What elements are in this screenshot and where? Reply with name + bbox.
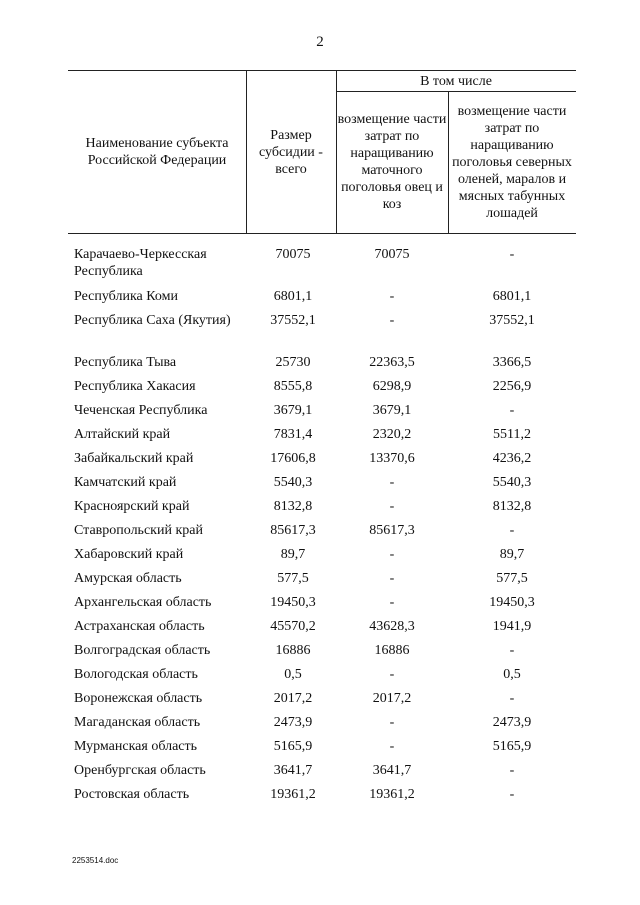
subsidy-sheep: - <box>389 547 395 562</box>
region-name: Алтайский край <box>74 427 171 442</box>
subsidy-total: 2017,2 <box>273 691 313 706</box>
subsidy-sheep: 6298,9 <box>372 379 412 394</box>
subsidy-total: 7831,4 <box>273 427 313 442</box>
subsidy-deer: - <box>509 763 515 778</box>
header-deer: возмещение части затрат по наращиванию поголовья северных оленей, маралов и мясных табунных лошадей <box>452 103 572 221</box>
table-row <box>0 426 640 450</box>
table-row <box>0 354 640 378</box>
subsidy-total: 3679,1 <box>273 403 313 418</box>
table-row <box>0 378 640 402</box>
subsidy-sheep: - <box>389 289 395 304</box>
subsidy-total: 17606,8 <box>270 451 316 466</box>
subsidy-deer: - <box>509 691 515 706</box>
subsidy-sheep: 43628,3 <box>369 619 415 634</box>
subsidy-total: 2473,9 <box>273 715 313 730</box>
table-row <box>0 618 640 642</box>
region-name: Красноярский край <box>74 499 190 514</box>
subsidy-total: 6801,1 <box>273 289 313 304</box>
subsidy-sheep: 19361,2 <box>369 787 415 802</box>
subsidy-deer: - <box>509 403 515 418</box>
subsidy-deer: 37552,1 <box>489 313 535 328</box>
subsidy-deer: - <box>509 523 515 538</box>
subsidy-sheep: - <box>389 667 395 682</box>
region-name: Мурманская область <box>74 739 198 754</box>
subsidy-total: 0,5 <box>284 667 302 682</box>
table-row <box>0 642 640 666</box>
subsidy-deer: 2256,9 <box>492 379 532 394</box>
subsidy-total: 19361,2 <box>270 787 316 802</box>
subsidy-sheep: - <box>389 715 395 730</box>
region-name: Амурская область <box>74 571 182 586</box>
table-body <box>0 246 640 810</box>
subsidy-total: 577,5 <box>277 571 309 586</box>
region-name: Архангельская область <box>74 595 212 610</box>
region-name: Оренбургская область <box>74 763 206 778</box>
region-name: Воронежская область <box>74 691 203 706</box>
subsidy-deer: 2473,9 <box>492 715 532 730</box>
region-name: Ростовская область <box>74 787 190 802</box>
subsidy-deer: 6801,1 <box>492 289 532 304</box>
subsidy-deer: 89,7 <box>499 547 525 562</box>
subsidy-sheep: 85617,3 <box>369 523 415 538</box>
table-row <box>0 498 640 522</box>
table-row <box>0 786 640 810</box>
table-row <box>0 288 640 312</box>
subsidy-deer: - <box>509 643 515 658</box>
subsidy-total: 3641,7 <box>273 763 313 778</box>
subsidy-deer: 3366,5 <box>492 355 532 370</box>
table-row <box>0 690 640 714</box>
subsidy-total: 8555,8 <box>273 379 313 394</box>
page-number: 2 <box>316 34 324 50</box>
subsidy-total: 85617,3 <box>270 523 316 538</box>
subsidy-total: 70075 <box>275 247 311 262</box>
region-name: Магаданская область <box>74 715 201 730</box>
table-header <box>68 70 576 234</box>
subsidy-sheep: - <box>389 739 395 754</box>
subsidy-deer: 577,5 <box>496 571 528 586</box>
subsidy-sheep: - <box>389 499 395 514</box>
header-sheep: возмещение части затрат по наращиванию маточного поголовья овец и коз <box>337 112 447 212</box>
subsidy-total: 37552,1 <box>270 313 316 328</box>
region-name: Республика Коми <box>74 289 178 304</box>
table-row <box>0 450 640 474</box>
subsidy-sheep: - <box>389 475 395 490</box>
region-name: Камчатский край <box>74 475 177 490</box>
table-row <box>0 522 640 546</box>
subsidy-deer: 5165,9 <box>492 739 532 754</box>
subsidy-deer: 4236,2 <box>492 451 532 466</box>
subsidy-deer: 19450,3 <box>489 595 535 610</box>
subsidy-total: 8132,8 <box>273 499 313 514</box>
subsidy-sheep: 13370,6 <box>369 451 415 466</box>
header-total: Размер субсидии - всего <box>259 127 323 177</box>
table-row <box>0 738 640 762</box>
table-row <box>0 594 640 618</box>
region-name: Республика Тыва <box>74 355 177 370</box>
subsidy-total: 5540,3 <box>273 475 313 490</box>
subsidy-sheep: 22363,5 <box>369 355 415 370</box>
table-row <box>0 762 640 786</box>
subsidy-deer: 5540,3 <box>492 475 532 490</box>
subsidy-total: 19450,3 <box>270 595 316 610</box>
subsidy-deer: - <box>509 787 515 802</box>
table-row <box>0 666 640 690</box>
subsidy-total: 89,7 <box>280 547 306 562</box>
subsidy-sheep: 3679,1 <box>372 403 412 418</box>
table-row <box>0 570 640 594</box>
subsidy-deer: - <box>509 247 515 262</box>
region-name: Ставропольский край <box>74 523 203 538</box>
subsidy-deer: 0,5 <box>503 667 521 682</box>
region-name: Республика Саха (Якутия) <box>74 313 231 328</box>
region-name: Хабаровский край <box>74 547 184 562</box>
subsidy-sheep: 70075 <box>374 247 410 262</box>
region-name: Карачаево-Черкесская Республика <box>74 247 207 279</box>
subsidy-sheep: - <box>389 595 395 610</box>
subsidy-total: 45570,2 <box>270 619 316 634</box>
table-row <box>0 312 640 354</box>
subsidy-sheep: 2017,2 <box>372 691 412 706</box>
subsidy-sheep: 3641,7 <box>372 763 412 778</box>
region-name: Забайкальский край <box>74 451 194 466</box>
subsidy-total: 5165,9 <box>273 739 313 754</box>
subsidy-sheep: 16886 <box>374 643 410 658</box>
table-row <box>0 546 640 570</box>
subsidy-sheep: - <box>389 313 395 328</box>
region-name: Волгоградская область <box>74 643 211 658</box>
table-row <box>0 246 640 288</box>
region-name: Чеченская Республика <box>74 403 208 418</box>
table-row <box>0 714 640 738</box>
doc-footer: 2253514.doc <box>72 856 119 865</box>
region-name: Астраханская область <box>74 619 205 634</box>
subsidy-sheep: - <box>389 571 395 586</box>
table-row <box>0 474 640 498</box>
subsidy-deer: 1941,9 <box>492 619 532 634</box>
header-group: В том числе <box>420 73 492 89</box>
subsidy-total: 16886 <box>275 643 311 658</box>
subsidy-total: 25730 <box>275 355 311 370</box>
subsidy-deer: 8132,8 <box>492 499 532 514</box>
region-name: Вологодская область <box>74 667 198 682</box>
header-name: Наименование субъекта Российской Федерации <box>85 136 229 168</box>
table-row <box>0 402 640 426</box>
region-name: Республика Хакасия <box>74 379 196 394</box>
subsidy-sheep: 2320,2 <box>372 427 412 442</box>
subsidy-deer: 5511,2 <box>493 427 531 442</box>
